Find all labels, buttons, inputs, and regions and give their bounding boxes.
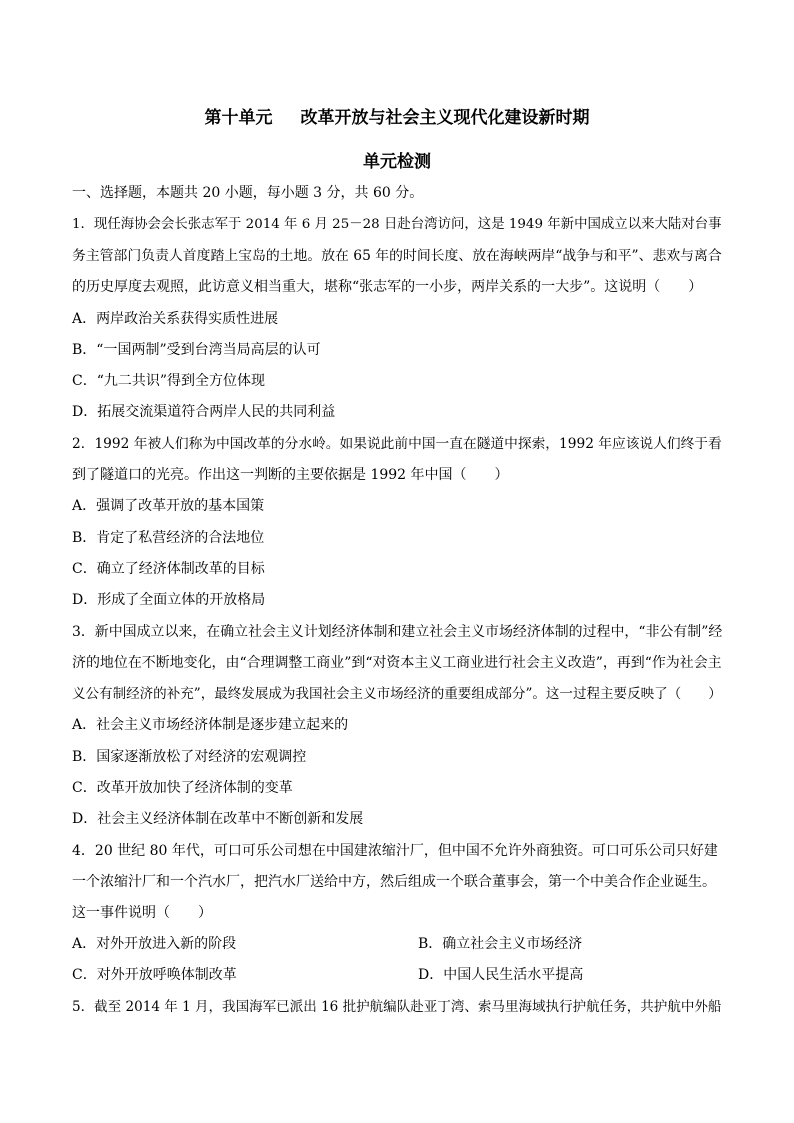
question-3-option-d: D．社会主义经济体制在改革中不断创新和发展: [72, 811, 364, 827]
question-5-line-1: 5．截至 2014 年 1 月，我国海军已派出 16 批护航编队赴亚丁湾、索马里海域执行护航任务，共护航中外船: [72, 999, 722, 1015]
question-4-option-d: D．中国人民生活水平提高: [418, 967, 584, 983]
question-4-line-2: 一个浓缩汁厂和一个汽水厂，把汽水厂送给中方，然后组成一个联合董事会，第一个中美合作企业诞生。: [72, 874, 716, 890]
question-1-line-2: 务主管部门负责人首度踏上宝岛的土地。放在 65 年的时间长度、放在海峡两岸“战争与和平”、悲欢与离合: [72, 248, 722, 264]
question-3-option-c: C．改革开放加快了经济体制的变革: [72, 780, 293, 796]
question-4-option-a: A．对外开放进入新的阶段: [72, 936, 237, 952]
question-4-line-1: 4．20 世纪 80 年代，可口可乐公司想在中国建浓缩汁厂，但中国不允许外商独资。可口可乐公司只好建: [72, 843, 718, 859]
section-heading: 一、选择题，本题共 20 小题，每小题 3 分，共 60 分。: [72, 185, 424, 201]
question-1-line-3: 的历史厚度去观照，此访意义相当重大，堪称“张志军的一小步，两岸关系的一大步”。这说明（ ）: [72, 279, 703, 295]
question-2-line-2: 到了隧道口的光亮。作出这一判断的主要依据是 1992 年中国（ ）: [72, 467, 509, 483]
question-3-line-1: 3．新中国成立以来，在确立社会主义计划经济体制和建立社会主义市场经济体制的过程中，“非公有制”经: [72, 624, 723, 640]
question-1-option-a: A．两岸政治关系获得实质性进展: [72, 311, 279, 327]
question-3-line-2: 济的地位在不断地变化，由“合理调整工商业”到“对资本主义工商业进行社会主义改造”，再到“作为社会主: [72, 655, 722, 671]
question-1-option-c: C．“九二共识”得到全方位体现: [72, 373, 266, 389]
question-2-option-d: D．形成了全面立体的开放格局: [72, 592, 266, 608]
question-3-option-b: B．国家逐渐放松了对经济的宏观调控: [72, 749, 307, 765]
unit-topic: 改革开放与社会主义现代化建设新时期: [300, 108, 590, 128]
question-2-option-a: A．强调了改革开放的基本国策: [72, 498, 265, 514]
question-2-line-1: 2．1992 年被人们称为中国改革的分水岭。如果说此前中国一直在隧道中探索，1992 年应该说人们终于看: [72, 436, 722, 452]
page-subtitle: 单元检测: [363, 152, 431, 172]
question-4-option-c: C．对外开放呼唤体制改革: [72, 967, 237, 983]
question-4-options-row-1: [72, 935, 583, 953]
question-1-line-1: 1．现任海协会会长张志军于 2014 年 6 月 25－28 日赴台湾访问，这是 1949 年新中国成立以来大陆对台事: [72, 217, 722, 232]
question-4-options-row-2: [72, 966, 584, 984]
question-1-option-d: D．拓展交流渠道符合两岸人民的共同利益: [72, 404, 336, 420]
question-3-option-a: A．社会主义市场经济体制是逐步建立起来的: [72, 717, 349, 733]
page-title: [0, 103, 794, 128]
question-2-option-b: B．肯定了私营经济的合法地位: [72, 530, 265, 546]
question-4-line-3: 这一事件说明（ ）: [72, 905, 212, 921]
question-2-option-c: C．确立了经济体制改革的目标: [72, 561, 265, 577]
question-1-option-b: B．“一国两制”受到台湾当局高层的认可: [72, 342, 321, 358]
question-3-line-3: 义公有制经济的补充”，最终发展成为我国社会主义市场经济的重要组成部分”。这一过程主要反映了（ ）: [72, 686, 722, 702]
unit-label: 第十单元: [204, 108, 273, 128]
question-4-option-b: B．确立社会主义市场经济: [418, 936, 583, 952]
